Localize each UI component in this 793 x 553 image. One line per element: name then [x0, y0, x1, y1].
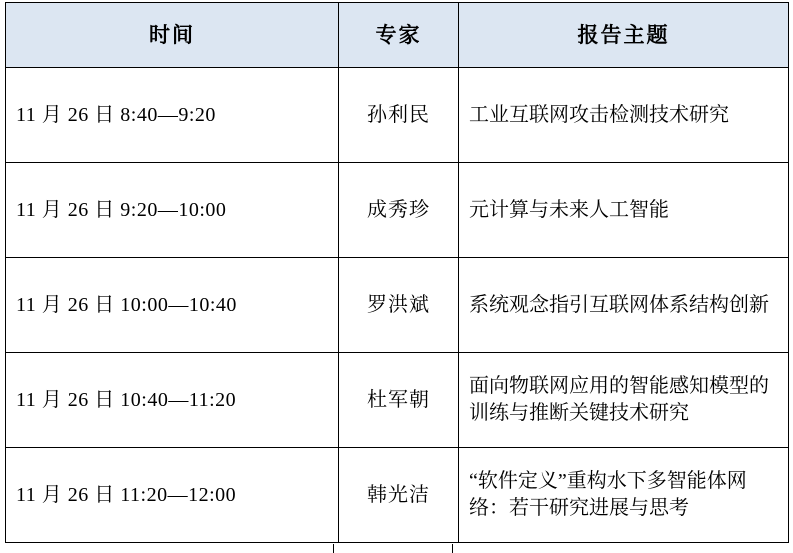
cell-time: 11 月 26 日 9:20—10:00 — [6, 163, 339, 258]
table-row — [6, 163, 789, 258]
cell-time: 11 月 26 日 10:00—10:40 — [6, 258, 339, 353]
table-row — [6, 258, 789, 353]
cell-expert: 杜军朝 — [339, 353, 459, 448]
table-header — [6, 3, 789, 68]
table-continuation-indicator — [333, 544, 453, 553]
cell-topic: 面向物联网应用的智能感知模型的训练与推断关键技术研究 — [459, 353, 789, 448]
table-body — [6, 68, 789, 543]
cell-time: 11 月 26 日 8:40—9:20 — [6, 68, 339, 163]
column-header-topic: 报告主题 — [459, 3, 789, 68]
column-header-expert: 专家 — [339, 3, 459, 68]
cell-topic: 系统观念指引互联网体系结构创新 — [459, 258, 789, 353]
cell-expert: 罗洪斌 — [339, 258, 459, 353]
table-row — [6, 68, 789, 163]
column-header-time: 时间 — [6, 3, 339, 68]
cell-topic: 工业互联网攻击检测技术研究 — [459, 68, 789, 163]
cell-expert: 韩光洁 — [339, 448, 459, 543]
cell-topic: 元计算与未来人工智能 — [459, 163, 789, 258]
table-row — [6, 448, 789, 543]
cell-time: 11 月 26 日 10:40—11:20 — [6, 353, 339, 448]
cell-time: 11 月 26 日 11:20—12:00 — [6, 448, 339, 543]
cell-expert: 成秀珍 — [339, 163, 459, 258]
table-row — [6, 353, 789, 448]
cell-expert: 孙利民 — [339, 68, 459, 163]
schedule-table — [5, 2, 789, 543]
cell-topic: “软件定义”重构水下多智能体网络：若干研究进展与思考 — [459, 448, 789, 543]
table-header-row — [6, 3, 789, 68]
